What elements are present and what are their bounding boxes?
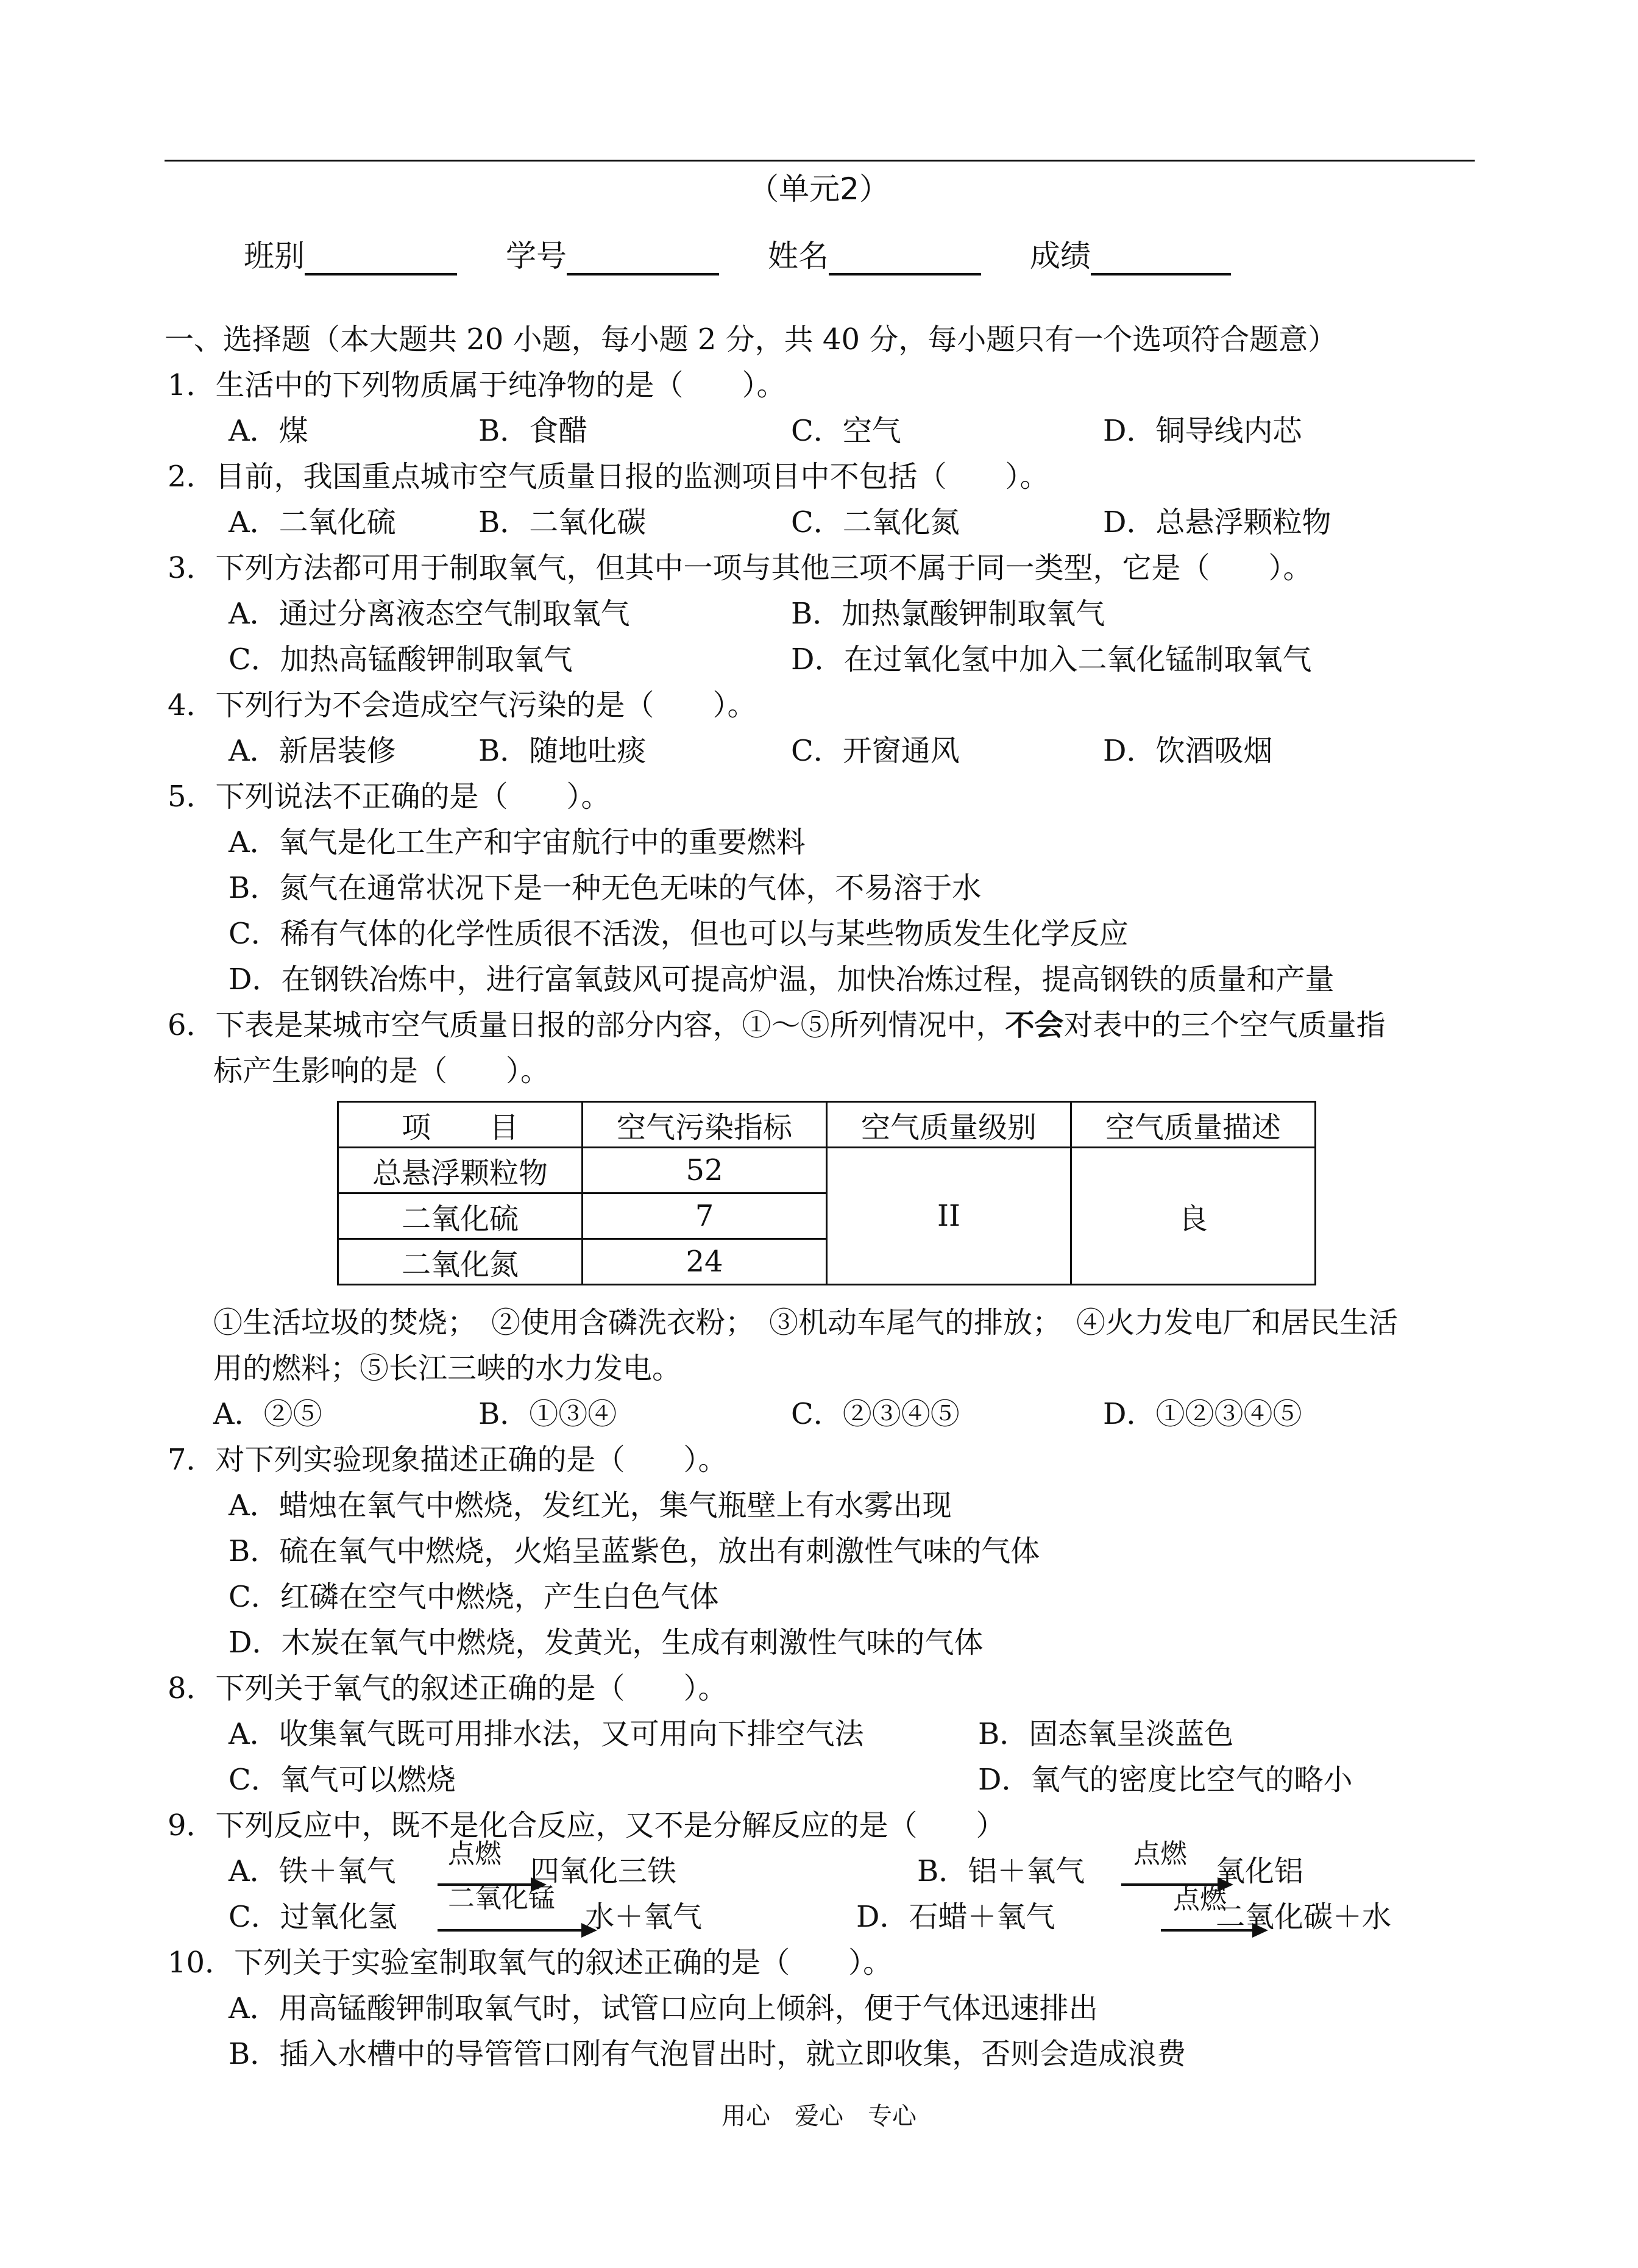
section-heading: 一、选择题（本大题共 20 小题，每小题 2 分，共 40 分，每小题只有一个选项符合题意） <box>165 322 1338 357</box>
table-cell-item: 二氧化氮 <box>338 1239 583 1285</box>
class-label: 班别 <box>244 238 305 274</box>
air-quality-table <box>337 1101 1316 1285</box>
id-blank[interactable] <box>567 243 719 276</box>
table-header-row <box>338 1102 1316 1148</box>
q6-option-b: B．①③④ <box>478 1397 617 1431</box>
q7-option-b: B．硫在氧气中燃烧，火焰呈蓝紫色，放出有刺激性气味的气体 <box>229 1534 1040 1568</box>
table-cell-level: II <box>827 1148 1071 1285</box>
q2-option-c: C．二氧化氮 <box>791 505 960 539</box>
q6-stem-post: 对表中的三个空气质量指 <box>1063 1008 1386 1042</box>
q6-stem-line2: 标产生影响的是（ ）。 <box>213 1054 550 1088</box>
q3-option-b: B．加热氯酸钾制取氧气 <box>791 597 1105 631</box>
q2-option-d: D．总悬浮颗粒物 <box>1103 505 1331 539</box>
q1-option-a: A．煤 <box>229 414 308 448</box>
table-header-cell: 项 目 <box>338 1102 583 1148</box>
q9-a-right: 四氧化三铁 <box>530 1854 677 1888</box>
q5-option-b: B．氮气在通常状况下是一种无色无味的气体，不易溶于水 <box>229 871 982 905</box>
q3-stem: 3．下列方法都可用于制取氧气，但其中一项与其他三项不属于同一类型，它是（ ）。 <box>168 551 1313 585</box>
q1-stem: 1．生活中的下列物质属于纯净物的是（ ）。 <box>168 368 786 402</box>
table-cell-item: 二氧化硫 <box>338 1193 583 1239</box>
q7-stem: 7．对下列实验现象描述正确的是（ ）。 <box>168 1443 728 1477</box>
q9-c-left: C．过氧化氢 <box>229 1900 397 1934</box>
q10-option-b: B．插入水槽中的导管管口刚有气泡冒出时，就立即收集，否则会造成浪费 <box>229 2037 1186 2071</box>
q10-stem: 10．下列关于实验室制取氧气的叙述正确的是（ ）。 <box>168 1946 893 1980</box>
q4-option-a: A．新居装修 <box>229 734 396 768</box>
q2-option-a: A．二氧化硫 <box>229 505 396 539</box>
q1-option-c: C．空气 <box>791 414 901 448</box>
table-header-cell: 空气污染指标 <box>583 1102 827 1148</box>
q5-stem: 5．下列说法不正确的是（ ）。 <box>168 780 611 814</box>
q9-b-condition: 点燃 <box>1133 1838 1187 1869</box>
q8-option-b: B．固态氧呈淡蓝色 <box>978 1717 1234 1751</box>
q9-c-condition: 二氧化锰 <box>448 1883 555 1914</box>
q7-option-c: C．红磷在空气中燃烧，产生白色气体 <box>229 1580 719 1614</box>
q10-option-a: A．用高锰酸钾制取氧气时，试管口应向上倾斜，便于气体迅速排出 <box>229 1991 1098 2025</box>
q5-option-a: A．氧气是化工生产和宇宙航行中的重要燃料 <box>229 825 806 859</box>
q6-stem <box>168 1007 1386 1043</box>
q9-c-arrow <box>438 1929 595 1932</box>
table-cell-index: 24 <box>583 1239 827 1285</box>
page-title: （单元2） <box>748 171 890 207</box>
q6-cases-line2: 用的燃料；⑤长江三峡的水力发电。 <box>213 1351 682 1385</box>
q6-option-a: A．②⑤ <box>213 1397 322 1431</box>
q8-option-d: D．氧气的密度比空气的略小 <box>978 1763 1353 1797</box>
q9-c-right: 水＋氧气 <box>585 1900 703 1934</box>
table-cell-index: 7 <box>583 1193 827 1239</box>
page-footer: 用心 爱心 专心 <box>722 2102 916 2130</box>
q9-a-condition: 点燃 <box>448 1838 502 1869</box>
q9-a-left: A．铁＋氧气 <box>229 1854 396 1888</box>
name-blank[interactable] <box>829 243 981 276</box>
q1-option-d: D．铜导线内芯 <box>1103 414 1302 448</box>
q4-stem: 4．下列行为不会造成空气污染的是（ ）。 <box>168 688 757 722</box>
q6-stem-bold: 不会 <box>1005 1008 1064 1042</box>
q7-option-a: A．蜡烛在氧气中燃烧，发红光，集气瓶壁上有水雾出现 <box>229 1488 952 1523</box>
q1-option-b: B．食醋 <box>478 414 588 448</box>
q7-option-d: D．木炭在氧气中燃烧，发黄光，生成有刺激性气味的气体 <box>229 1626 984 1660</box>
q2-stem: 2．目前，我国重点城市空气质量日报的监测项目中不包括（ ）。 <box>168 460 1049 494</box>
id-label: 学号 <box>506 238 567 274</box>
q6-stem-pre: 6．下表是某城市空气质量日报的部分内容，①～⑤所列情况中， <box>168 1008 1005 1042</box>
q3-option-d: D．在过氧化氢中加入二氧化锰制取氧气 <box>791 642 1312 677</box>
q9-b-left: B．铝＋氧气 <box>917 1854 1085 1888</box>
q9-d-left: D．石蜡＋氧气 <box>856 1900 1055 1934</box>
q9-b-right: 氧化铝 <box>1216 1854 1304 1888</box>
q4-option-b: B．随地吐痰 <box>478 734 647 768</box>
q4-option-c: C．开窗通风 <box>791 734 960 768</box>
q6-option-d: D．①②③④⑤ <box>1103 1397 1302 1431</box>
q9-stem: 9．下列反应中，既不是化合反应，又不是分解反应的是（ ） <box>168 1808 1005 1843</box>
table-cell-item: 总悬浮颗粒物 <box>338 1148 583 1193</box>
table-cell-index: 52 <box>583 1148 827 1193</box>
table-cell-desc: 良 <box>1071 1148 1316 1285</box>
header-rule <box>165 160 1475 162</box>
score-label: 成绩 <box>1030 238 1091 274</box>
q8-option-c: C．氧气可以燃烧 <box>229 1763 456 1797</box>
q2-option-b: B．二氧化碳 <box>478 505 647 539</box>
q9-d-right: 二氧化碳＋水 <box>1216 1900 1392 1934</box>
class-blank[interactable] <box>305 243 457 276</box>
table-header-cell: 空气质量级别 <box>827 1102 1071 1148</box>
q3-option-a: A．通过分离液态空气制取氧气 <box>229 597 630 631</box>
q5-option-c: C．稀有气体的化学性质很不活泼，但也可以与某些物质发生化学反应 <box>229 917 1129 951</box>
student-info <box>244 232 1231 276</box>
table-row <box>338 1148 1316 1193</box>
q8-option-a: A．收集氧气既可用排水法，又可用向下排空气法 <box>229 1717 864 1751</box>
name-label: 姓名 <box>768 238 829 274</box>
q4-option-d: D．饮酒吸烟 <box>1103 734 1273 768</box>
q6-cases-line1: ①生活垃圾的焚烧； ②使用含磷洗衣粉； ③机动车尾气的排放； ④火力发电厂和居民生活 <box>213 1306 1399 1340</box>
q8-stem: 8．下列关于氧气的叙述正确的是（ ）。 <box>168 1671 728 1705</box>
q9-d-condition: 点燃 <box>1173 1884 1227 1915</box>
q5-option-d: D．在钢铁冶炼中，进行富氧鼓风可提高炉温，加快冶炼过程，提高钢铁的质量和产量 <box>229 962 1335 997</box>
q3-option-c: C．加热高锰酸钾制取氧气 <box>229 642 573 677</box>
score-blank[interactable] <box>1091 243 1231 276</box>
q6-option-c: C．②③④⑤ <box>791 1397 960 1431</box>
table-header-cell: 空气质量描述 <box>1071 1102 1316 1148</box>
